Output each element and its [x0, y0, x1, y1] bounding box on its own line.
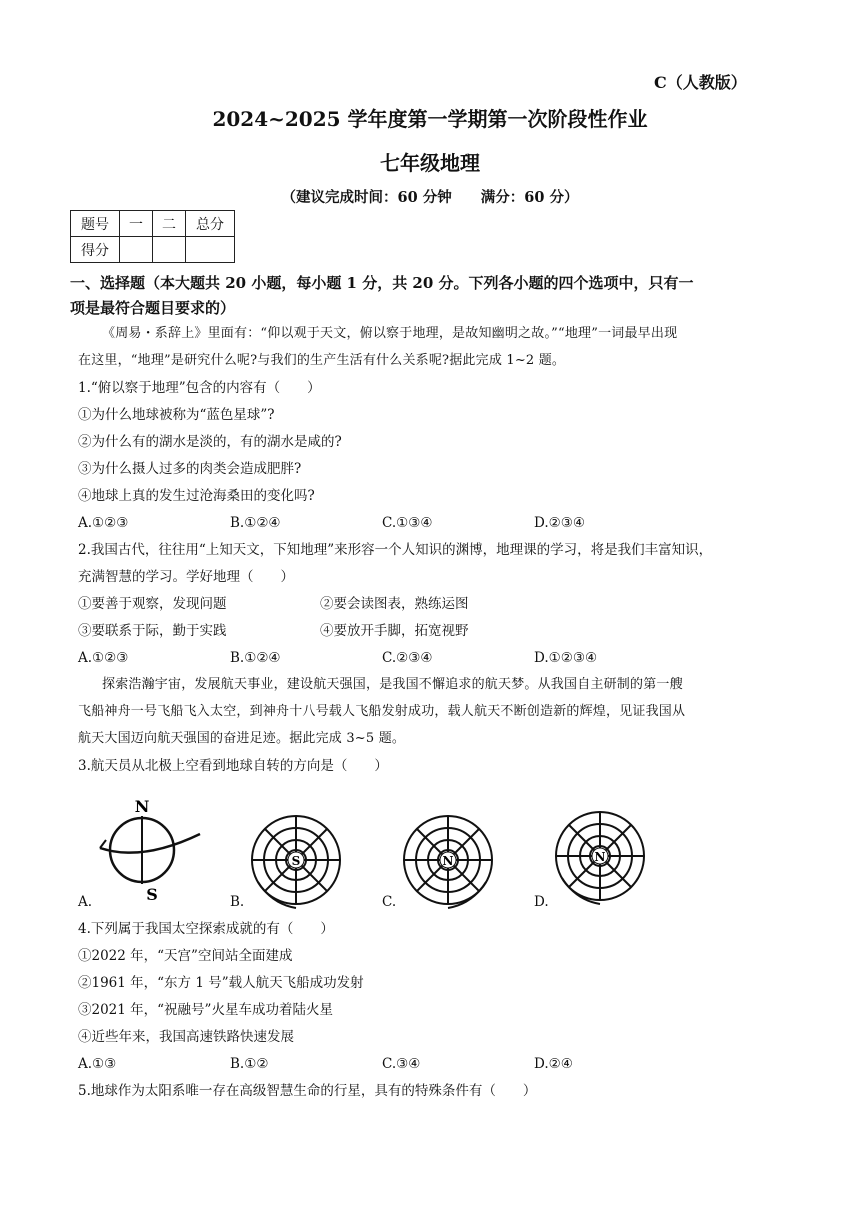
passage-text: 探索浩瀚宇宙，发展航天事业，建设航天强国，是我国不懈追求的航天梦。从我国自主研制的第一艘 [102, 677, 683, 692]
question-item: ①要善于观察，发现问题 [78, 596, 227, 612]
question-item: ④要放开手脚，拓宽视野 [320, 623, 469, 639]
polar-view-figure-d [550, 808, 650, 908]
score-cell: 一 [120, 211, 153, 237]
answer-option[interactable]: A.①②③ [78, 650, 129, 666]
question-stem: 1.“俯以察于地理”包含的内容有（ ） [78, 380, 321, 396]
page-subtitle: 七年级地理 [380, 151, 480, 175]
answer-option[interactable]: D.②③④ [534, 515, 585, 531]
passage-text: 《周易・系辞上》里面有：“仰以观于天文，俯以察于地理，是故知幽明之故。”“地理”一词最早出现 [102, 326, 678, 341]
score-table-row [71, 211, 235, 237]
answer-option[interactable]: A. [78, 894, 93, 910]
pole-label: S [291, 854, 301, 868]
time-info: （建议完成时间：60 分钟 满分：60 分） [281, 189, 579, 206]
north-label: N [134, 797, 150, 816]
question-stem: 5.地球作为太阳系唯一存在高级智慧生命的行星，具有的特殊条件有（ ） [78, 1083, 537, 1099]
score-table-row [71, 237, 235, 263]
edition-label: C（人教版） [654, 73, 747, 92]
score-input-cell[interactable] [153, 237, 186, 263]
score-input-cell[interactable] [120, 237, 153, 263]
question-item: ③要联系于际，勤于实践 [78, 623, 227, 639]
question-item: ①为什么地球被称为“蓝色星球”? [78, 407, 275, 423]
score-table [70, 210, 235, 263]
passage-text: 飞船神舟一号飞船飞入太空，到神舟十八号载人飞船发射成功，载人航天不断创造新的辉煌，见证我国从 [78, 704, 686, 719]
score-cell: 二 [153, 211, 186, 237]
answer-option[interactable]: C.②③④ [382, 650, 433, 666]
answer-option[interactable]: B.①②④ [230, 650, 281, 666]
answer-option[interactable]: A.①②③ [78, 515, 129, 531]
question-stem: 2.我国古代，往往用“上知天文，下知地理”来形容一个人知识的渊博，地理课的学习，将是我们丰富知识， [78, 542, 713, 558]
pole-label: N [442, 854, 454, 868]
answer-option[interactable]: C.①③④ [382, 515, 433, 531]
section-heading-cont: 项是最符合题目要求的） [70, 299, 236, 317]
answer-option[interactable]: D.②④ [534, 1056, 573, 1072]
globe-side-view-figure [92, 790, 212, 906]
answer-option[interactable]: A.①③ [78, 1056, 117, 1072]
question-item: ④近些年来，我国高速铁路快速发展 [78, 1029, 294, 1045]
south-label: S [146, 885, 158, 904]
pole-label: N [594, 850, 606, 864]
score-cell: 题号 [71, 211, 120, 237]
question-item: ④地球上真的发生过沧海桑田的变化吗? [78, 488, 315, 504]
question-item: ③2021 年，“祝融号”火星车成功着陆火星 [78, 1002, 333, 1018]
score-input-cell[interactable] [186, 237, 235, 263]
question-stem: 4.下列属于我国太空探索成就的有（ ） [78, 921, 334, 937]
answer-option[interactable]: D. [534, 894, 549, 910]
question-stem-cont: 充满智慧的学习。学好地理（ ） [78, 569, 294, 585]
passage-text: 在这里，“地理”是研究什么呢?与我们的生产生活有什么关系呢?据此完成 1~2 题。 [78, 353, 566, 368]
answer-option[interactable]: C. [382, 894, 397, 910]
answer-option[interactable]: B.①②④ [230, 515, 281, 531]
question-item: ②1961 年，“东方 1 号”载人航天飞船成功发射 [78, 975, 364, 991]
answer-option[interactable]: B. [230, 894, 245, 910]
score-cell: 总分 [186, 211, 235, 237]
score-cell: 得分 [71, 237, 120, 263]
question-item: ①2022 年，“天宫”空间站全面建成 [78, 948, 293, 964]
answer-option[interactable]: B.①② [230, 1056, 269, 1072]
question-stem: 3.航天员从北极上空看到地球自转的方向是（ ） [78, 758, 388, 774]
question-item: ③为什么摄人过多的肉类会造成肥胖? [78, 461, 302, 477]
passage-text: 航天大国迈向航天强国的奋进足迹。据此完成 3~5 题。 [78, 731, 406, 746]
answer-option[interactable]: C.③④ [382, 1056, 421, 1072]
polar-view-figure-b [246, 812, 346, 912]
answer-option[interactable]: D.①②③④ [534, 650, 598, 666]
question-item: ②为什么有的湖水是淡的，有的湖水是咸的? [78, 434, 342, 450]
polar-view-figure-c [398, 812, 498, 912]
page-title: 2024~2025 学年度第一学期第一次阶段性作业 [212, 107, 648, 131]
section-heading: 一、选择题（本大题共 20 小题，每小题 1 分，共 20 分。下列各小题的四个选项中，只有一 [70, 274, 694, 292]
question-item: ②要会读图表，熟练运图 [320, 596, 469, 612]
